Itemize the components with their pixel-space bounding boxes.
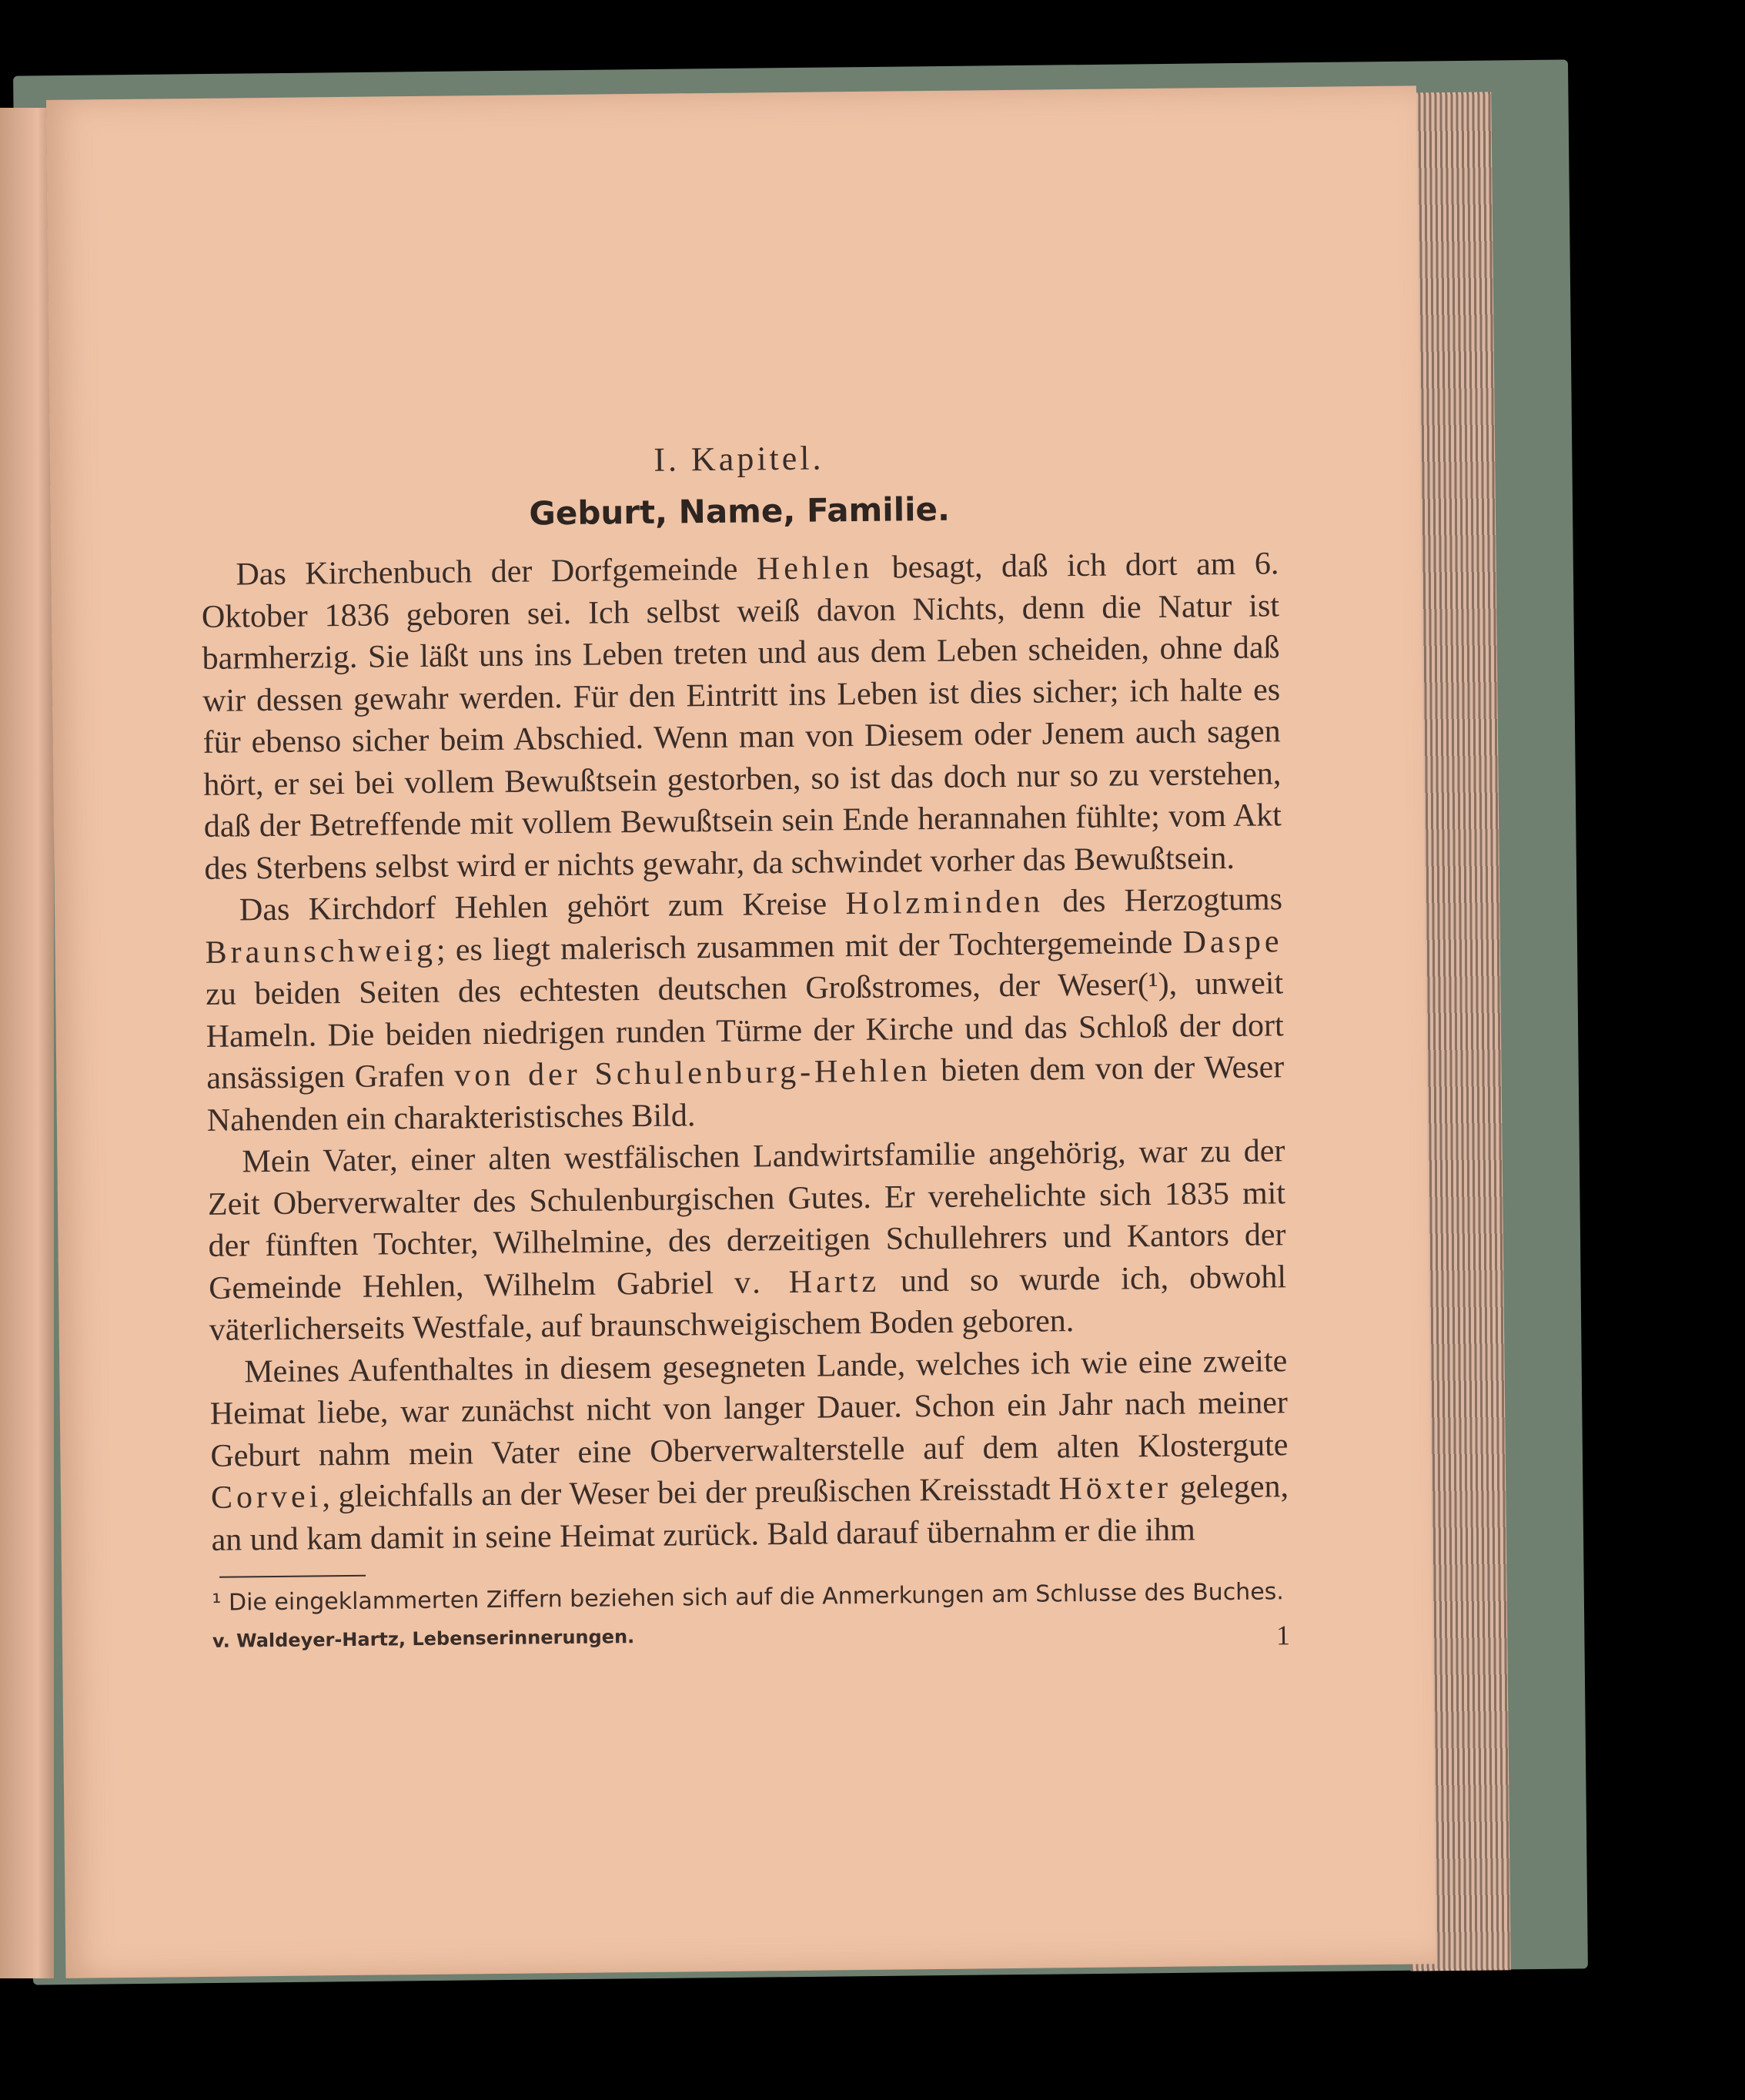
paragraph-4: Meines Aufenthaltes in diesem gesegneten Lande, welches ich wie eine zweite Heimat liebe, war zunächst nicht von langer Dauer. Schon ein Jahr nach meiner Geburt nahm mein Vater eine Oberverwalterstelle auf dem alten Klostergute Corvei, gleichfalls an der Weser bei der preußischen Kreisstadt Höxter gelegen, an und kam damit in seine Heimat zurück. Bald darauf übernahm er die ihm bbox=[209, 1343, 1289, 1558]
footnote-divider bbox=[219, 1575, 366, 1578]
chapter-title: Geburt, Name, Familie. bbox=[529, 490, 951, 533]
paragraph-1: Das Kirchenbuch der Dorfgemeinde Hehlen besagt, daß ich dort am 6. Oktober 1836 geboren sei. Ich selbst weiß davon Nichts, denn die Natur ist barmherzig. Sie läßt uns ins Leben treten und aus dem Leben scheiden, ohne daß wir dessen gewahr werden. Für den Eintritt ins Leben ist dies sicher; ich halte es für ebenso sicher beim Abschied. Wenn man von Diesem oder Jenem auch sagen hört, er sei bei vollem Bewußtsein gestorben, so ist das doch nur so zu verstehen, daß der Betreffende mit vollem Bewußtsein sein Ende herannahen fühlte; vom Akt des Sterbens selbst wird er nichts gewahr, da schwindet vorher das Bewußtsein. bbox=[201, 546, 1282, 887]
left-page-edge bbox=[0, 108, 54, 1978]
footnote: ¹ Die eingeklammerten Ziffern beziehen sich auf die Anmerkungen am Schlusse des Buches. bbox=[212, 1578, 1285, 1617]
signature-mark: v. Waldeyer-Hartz, Lebenserinnerungen. bbox=[212, 1626, 635, 1652]
signature-line bbox=[212, 1619, 1290, 1663]
book-page bbox=[46, 85, 1436, 1978]
chapter-number: I. Kapitel. bbox=[654, 439, 824, 479]
page-number: 1 bbox=[1275, 1620, 1291, 1651]
page-text bbox=[200, 433, 1290, 1663]
paragraph-2: Das Kirchdorf Hehlen gehört zum Kreise Holzminden des Herzogtums Braunschweig; es liegt malerisch zusammen mit der Tochtergemeinde Daspe zu beiden Seiten des echtesten deutschen Großstromes, der Weser(¹), unweit Hameln. Die beiden niedrigen runden Türme der Kirche und das Schloß der dort ansässigen Grafen von der Schulenburg-Hehlen bieten dem von der Weser Nahenden ein charakteristisches Bild. bbox=[205, 881, 1285, 1139]
paragraph-3: Mein Vater, einer alten westfälischen Landwirtsfamilie angehörig, war zu der Zeit Oberverwalter des Schulenburgischen Gutes. Er verehelichte sich 1835 mit der fünften Tochter, Wilhelmine, des derzeitigen Schullehrers und Kantors der Gemeinde Hehlen, Wilhelm Gabriel v. Hartz und so wurde ich, obwohl väterlicherseits Westfale, auf braunschweigischem Boden geboren. bbox=[207, 1133, 1287, 1348]
